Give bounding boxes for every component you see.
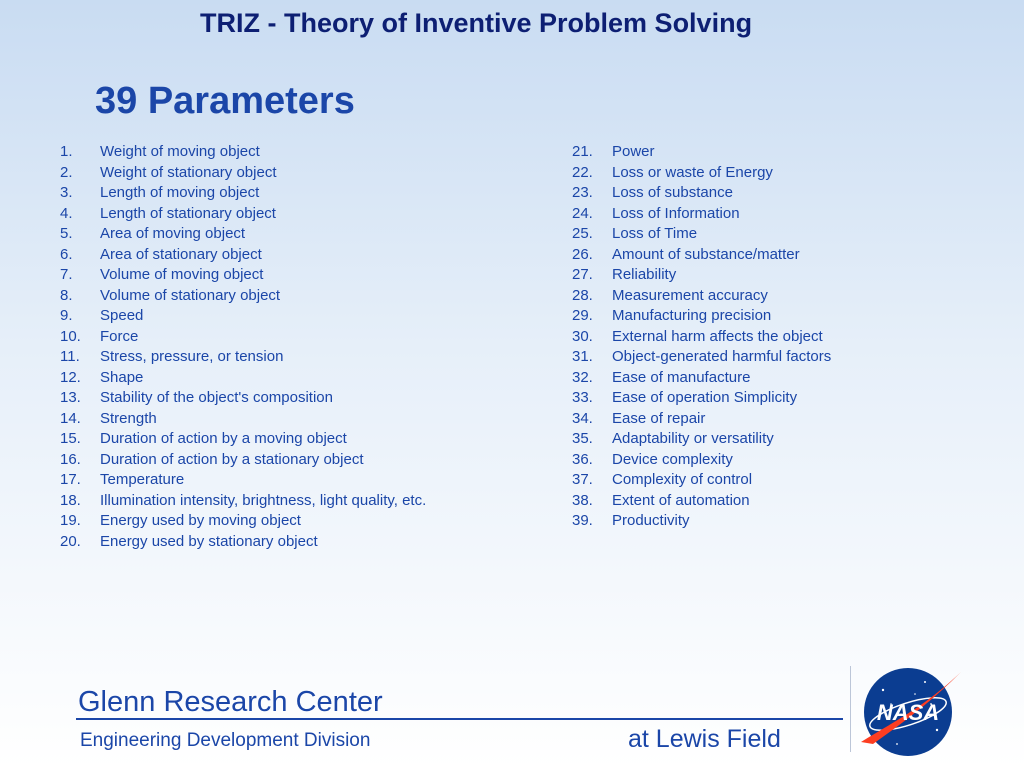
footer-rule	[76, 718, 843, 720]
parameter-number: 35.	[572, 430, 593, 447]
parameter-label: Energy used by moving object	[100, 512, 301, 529]
footer-division: Engineering Development Division	[80, 730, 371, 751]
nasa-logo-icon	[853, 664, 963, 760]
footer-location: at Lewis Field	[628, 725, 781, 753]
parameter-item	[572, 388, 1012, 409]
parameter-list-right	[572, 142, 1012, 532]
parameter-item	[60, 450, 530, 471]
parameters-heading: 39 Parameters	[95, 80, 355, 122]
parameter-label: Loss of Information	[612, 204, 740, 222]
parameter-label: Speed	[100, 307, 144, 324]
parameter-number: 11.	[60, 348, 80, 365]
parameter-label: Illumination intensity, brightness, light quality, etc.	[100, 491, 427, 509]
parameter-label: External harm affects the object	[612, 327, 823, 345]
logo-text: NASA	[876, 700, 940, 725]
parameter-label: Stability of the object's composition	[100, 389, 333, 406]
parameter-item	[572, 347, 1012, 368]
parameter-item	[572, 429, 1012, 450]
parameter-label: Temperature	[100, 471, 185, 488]
parameter-label: Area of moving object	[100, 225, 246, 242]
parameter-number: 33.	[572, 389, 593, 406]
parameter-item	[572, 306, 1012, 327]
parameter-item	[572, 204, 1012, 225]
parameter-item	[572, 409, 1012, 430]
parameter-label: Area of stationary object	[100, 245, 262, 263]
parameter-label: Extent of automation	[612, 491, 750, 509]
parameter-label: Strength	[100, 409, 157, 427]
parameter-number: 26.	[572, 245, 593, 263]
parameter-item	[60, 511, 530, 532]
parameter-label: Measurement accuracy	[612, 286, 768, 304]
parameter-item	[60, 388, 530, 409]
parameter-label: Device complexity	[612, 450, 733, 468]
parameter-item	[60, 429, 530, 450]
parameter-number: 24.	[572, 204, 593, 222]
parameter-label: Reliability	[612, 266, 677, 283]
parameter-list-left	[60, 142, 530, 552]
parameter-item	[60, 224, 530, 245]
parameter-number: 20.	[60, 532, 81, 550]
parameter-label: Manufacturing precision	[612, 307, 772, 324]
parameter-item	[60, 347, 530, 368]
parameter-label: Adaptability or versatility	[612, 430, 774, 447]
parameter-number: 22.	[572, 163, 593, 181]
parameter-item	[572, 368, 1012, 389]
parameter-item	[572, 265, 1012, 286]
parameter-number: 8.	[60, 286, 73, 304]
parameter-label: Loss of Time	[612, 225, 698, 242]
parameter-number: 25.	[572, 225, 593, 242]
parameter-label: Object-generated harmful factors	[612, 348, 832, 365]
parameter-item	[60, 163, 530, 184]
parameter-item	[60, 204, 530, 225]
parameter-number: 28.	[572, 286, 593, 304]
parameter-number: 27.	[572, 266, 593, 283]
parameter-item	[60, 409, 530, 430]
parameter-number: 37.	[572, 471, 593, 488]
parameter-item	[572, 286, 1012, 307]
parameter-number: 23.	[572, 184, 593, 201]
parameter-number: 14.	[60, 409, 81, 427]
parameter-item	[572, 450, 1012, 471]
parameter-number: 13.	[60, 389, 81, 406]
parameter-number: 5.	[60, 225, 73, 242]
parameter-item	[60, 265, 530, 286]
parameter-number: 29.	[572, 307, 593, 324]
parameter-label: Length of stationary object	[100, 204, 276, 222]
parameter-label: Duration of action by a stationary object	[100, 450, 364, 468]
parameter-number: 38.	[572, 491, 593, 509]
parameter-item	[60, 470, 530, 491]
parameter-label: Shape	[100, 368, 144, 386]
parameter-label: Weight of stationary object	[100, 163, 277, 181]
parameter-item	[572, 224, 1012, 245]
parameter-number: 39.	[572, 512, 593, 529]
parameter-item	[572, 491, 1012, 512]
parameter-number: 34.	[572, 409, 593, 427]
parameter-number: 9.	[60, 307, 73, 324]
parameter-number: 6.	[60, 245, 73, 263]
parameter-label: Loss or waste of Energy	[612, 163, 773, 181]
parameter-number: 30.	[572, 327, 593, 345]
parameter-item	[572, 327, 1012, 348]
footer-divider	[850, 666, 851, 752]
parameter-label: Force	[100, 327, 139, 345]
slide-title: TRIZ - Theory of Inventive Problem Solving	[200, 8, 753, 38]
parameter-label: Energy used by stationary object	[100, 532, 318, 550]
parameter-item	[572, 470, 1012, 491]
parameter-label: Productivity	[612, 512, 690, 529]
parameter-number: 1.	[60, 143, 73, 160]
parameter-item	[60, 245, 530, 266]
parameter-item	[60, 368, 530, 389]
parameter-label: Stress, pressure, or tension	[100, 348, 284, 365]
parameter-item	[60, 142, 530, 163]
parameter-label: Length of moving object	[100, 184, 260, 201]
parameter-item	[572, 163, 1012, 184]
footer-center-name: Glenn Research Center	[78, 686, 383, 718]
parameter-item	[572, 183, 1012, 204]
parameter-item	[60, 532, 530, 553]
parameter-number: 16.	[60, 450, 81, 468]
parameter-label: Volume of stationary object	[100, 286, 281, 304]
parameter-label: Power	[612, 143, 655, 160]
parameter-number: 12.	[60, 368, 81, 386]
parameter-number: 32.	[572, 368, 593, 386]
parameter-number: 17.	[60, 471, 81, 488]
parameter-label: Complexity of control	[612, 471, 753, 488]
parameter-label: Loss of substance	[612, 184, 733, 201]
parameter-label: Ease of repair	[612, 409, 706, 427]
parameter-item	[60, 286, 530, 307]
parameter-item	[60, 327, 530, 348]
parameter-item	[60, 183, 530, 204]
parameter-item	[572, 511, 1012, 532]
parameter-item	[572, 245, 1012, 266]
parameter-label: Weight of moving object	[100, 143, 260, 160]
parameter-number: 36.	[572, 450, 593, 468]
parameter-number: 19.	[60, 512, 81, 529]
parameter-label: Ease of manufacture	[612, 368, 751, 386]
parameter-number: 31.	[572, 348, 593, 365]
parameter-number: 21.	[572, 143, 593, 160]
parameter-label: Ease of operation Simplicity	[612, 389, 798, 406]
parameter-number: 2.	[60, 163, 73, 181]
parameter-number: 7.	[60, 266, 73, 283]
parameter-item	[60, 491, 530, 512]
parameter-number: 4.	[60, 204, 73, 222]
parameter-item	[60, 306, 530, 327]
parameter-label: Duration of action by a moving object	[100, 430, 347, 447]
parameter-label: Amount of substance/matter	[612, 245, 800, 263]
parameter-number: 10.	[60, 327, 81, 345]
parameter-item	[572, 142, 1012, 163]
parameter-number: 3.	[60, 184, 73, 201]
parameter-label: Volume of moving object	[100, 266, 264, 283]
parameter-number: 18.	[60, 491, 81, 509]
parameter-number: 15.	[60, 430, 81, 447]
